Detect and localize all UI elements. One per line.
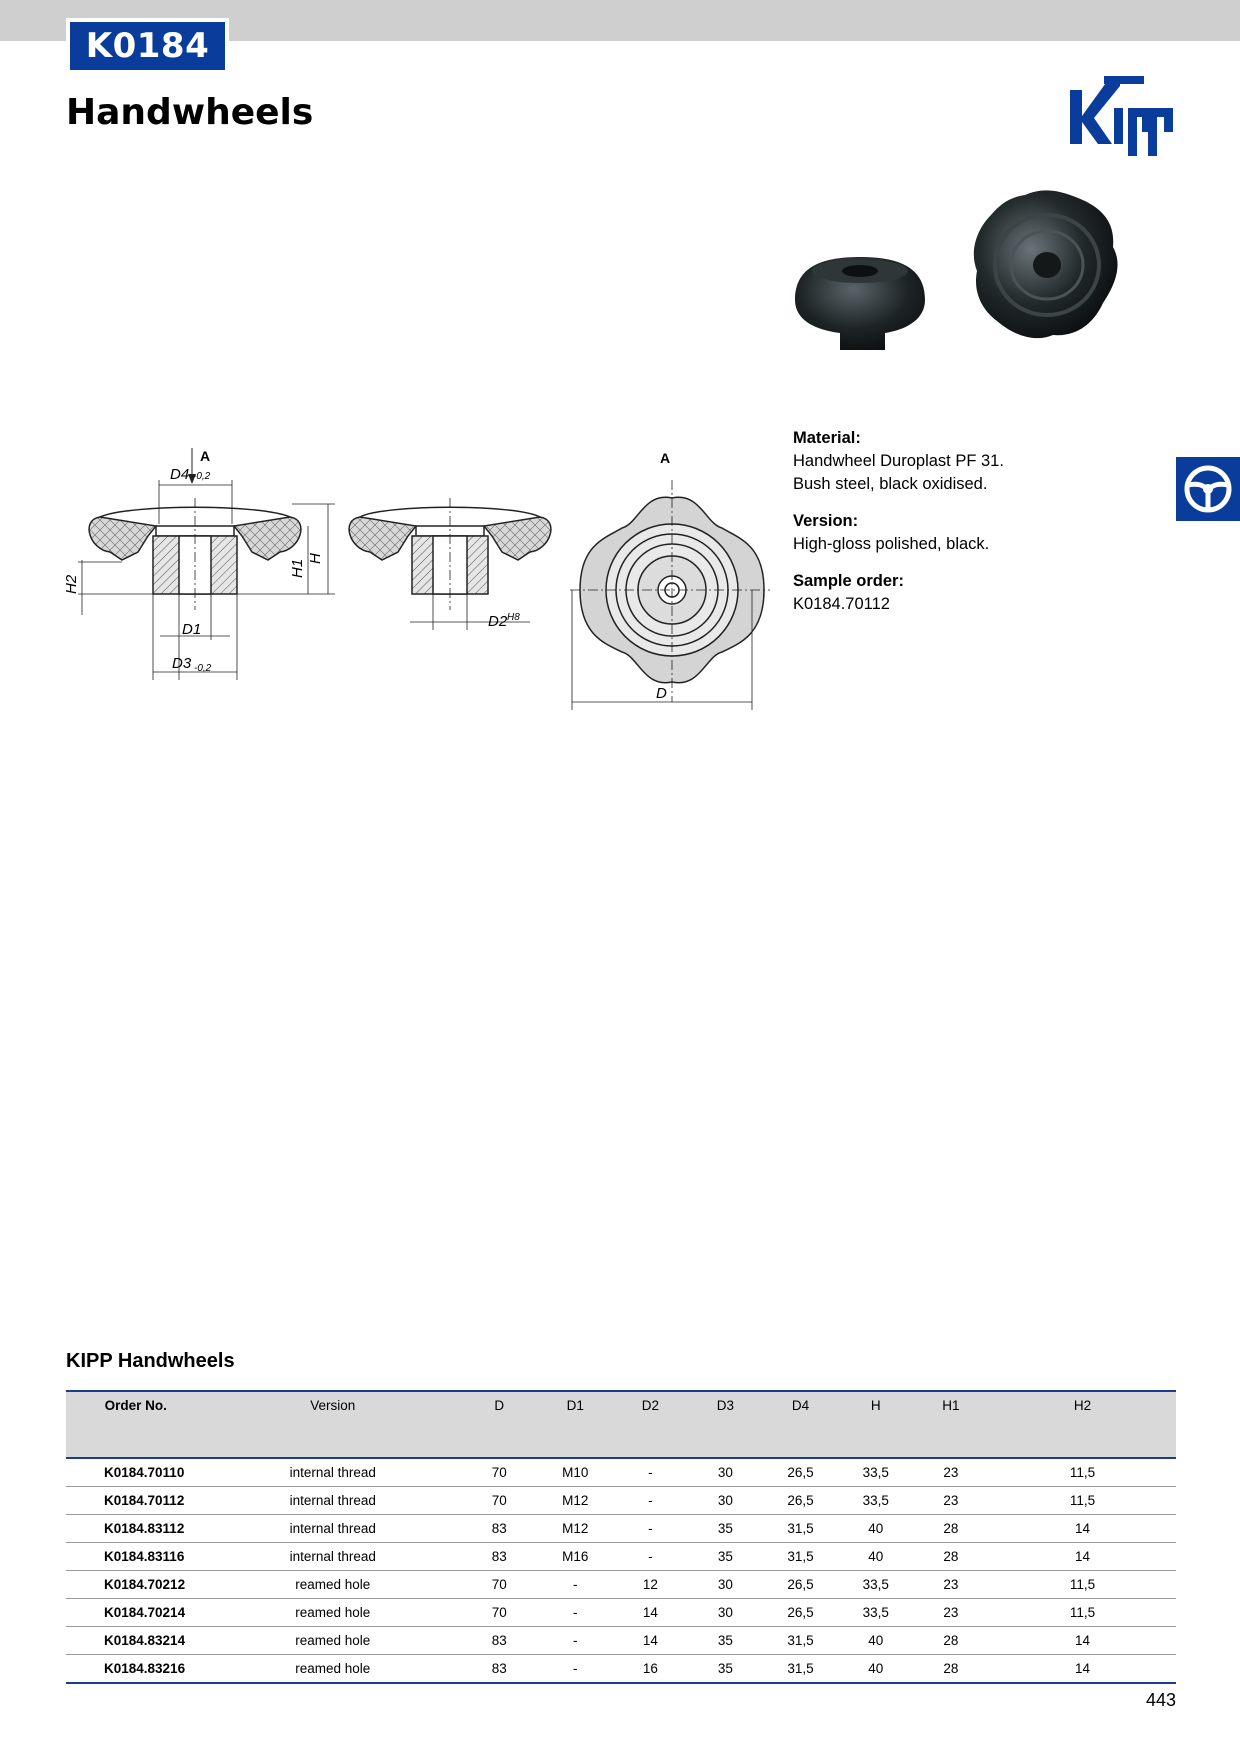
table-cell: 26,5	[762, 1571, 839, 1599]
table-cell: -	[538, 1655, 612, 1684]
table-cell: 30	[689, 1487, 763, 1515]
spec-version	[793, 510, 1093, 556]
product-code-badge	[66, 18, 229, 74]
table-cell: 23	[913, 1458, 990, 1487]
view-arrow-label: A	[200, 448, 211, 464]
table-cell: reamed hole	[205, 1655, 460, 1684]
kipp-logo	[1068, 76, 1180, 158]
label-d3: D3	[172, 655, 192, 672]
spec-version-line: High-gloss polished, black.	[793, 535, 990, 553]
table-cell: 40	[839, 1515, 913, 1543]
spec-sample-order	[793, 570, 1093, 616]
label-h2: H2	[63, 574, 80, 594]
table-cell: 83	[460, 1655, 538, 1684]
table-cell: 28	[913, 1515, 990, 1543]
order-number-cell: K0184.83214	[66, 1627, 205, 1655]
table-cell: 83	[460, 1543, 538, 1571]
table-cell: 31,5	[762, 1543, 839, 1571]
product-code: K0184	[70, 22, 225, 70]
table-cell: M12	[538, 1487, 612, 1515]
label-h: H	[307, 553, 324, 564]
table-row	[66, 1571, 1176, 1599]
table-header-row	[66, 1391, 1176, 1458]
table-cell: internal thread	[205, 1543, 460, 1571]
column-header: Version	[205, 1391, 460, 1458]
category-tab[interactable]	[1176, 457, 1240, 521]
spec-sample-order-title: Sample order:	[793, 572, 904, 590]
table-cell: internal thread	[205, 1458, 460, 1487]
table-cell: 70	[460, 1571, 538, 1599]
table-cell: 14	[989, 1515, 1176, 1543]
column-header: Order No.	[66, 1391, 205, 1458]
table-cell: 11,5	[989, 1599, 1176, 1627]
table-cell: 33,5	[839, 1571, 913, 1599]
table-cell: M12	[538, 1515, 612, 1543]
table-cell: 28	[913, 1627, 990, 1655]
table-cell: -	[612, 1515, 689, 1543]
table-cell: 11,5	[989, 1571, 1176, 1599]
table-cell: 35	[689, 1655, 763, 1684]
column-header: H1	[913, 1391, 990, 1458]
table-cell: 26,5	[762, 1458, 839, 1487]
table-row	[66, 1515, 1176, 1543]
column-header: D	[460, 1391, 538, 1458]
order-number-cell: K0184.83116	[66, 1543, 205, 1571]
table-cell: 35	[689, 1543, 763, 1571]
table-cell: 26,5	[762, 1487, 839, 1515]
table-cell: -	[538, 1599, 612, 1627]
table-cell: reamed hole	[205, 1571, 460, 1599]
section-view-reamed	[349, 498, 551, 630]
label-h1: H1	[289, 558, 306, 578]
specifications	[793, 427, 1093, 630]
table-cell: 28	[913, 1543, 990, 1571]
order-number-cell: K0184.70112	[66, 1487, 205, 1515]
table-cell: M16	[538, 1543, 612, 1571]
table-cell: 23	[913, 1571, 990, 1599]
table-cell: 14	[989, 1543, 1176, 1571]
table-cell: internal thread	[205, 1515, 460, 1543]
order-number-cell: K0184.83112	[66, 1515, 205, 1543]
table-cell: 70	[460, 1599, 538, 1627]
table-cell: 40	[839, 1655, 913, 1684]
label-d4: D4	[170, 466, 190, 483]
spec-material-line: Handwheel Duroplast PF 31.	[793, 452, 1004, 470]
spec-version-title: Version:	[793, 512, 859, 530]
steering-wheel-icon	[1176, 457, 1240, 521]
table-cell: 23	[913, 1599, 990, 1627]
label-d4-tol: -0,2	[193, 471, 211, 482]
spec-material-title: Material:	[793, 429, 861, 447]
handwheel-side-photo	[795, 257, 925, 350]
table-cell: 14	[989, 1655, 1176, 1684]
table-cell: 14	[612, 1599, 689, 1627]
table-cell: 23	[913, 1487, 990, 1515]
column-header: D1	[538, 1391, 612, 1458]
table-cell: M10	[538, 1458, 612, 1487]
table-title: KIPP Handwheels	[66, 1350, 235, 1372]
table-cell: -	[612, 1458, 689, 1487]
technical-drawing	[60, 440, 770, 730]
table-cell: 14	[612, 1627, 689, 1655]
table-cell: 31,5	[762, 1655, 839, 1684]
table-cell: 12	[612, 1571, 689, 1599]
table-cell: 40	[839, 1627, 913, 1655]
table-cell: 26,5	[762, 1599, 839, 1627]
table-cell: 30	[689, 1599, 763, 1627]
table-cell: 30	[689, 1571, 763, 1599]
table-cell: 33,5	[839, 1487, 913, 1515]
product-photo	[785, 185, 1135, 385]
label-d2: D2	[488, 613, 508, 630]
dimension-table	[66, 1390, 1176, 1684]
page-number: 443	[1146, 1690, 1177, 1710]
table-cell: 33,5	[839, 1458, 913, 1487]
table-row	[66, 1655, 1176, 1684]
page-title: Handwheels	[66, 92, 314, 133]
order-number-cell: K0184.70110	[66, 1458, 205, 1487]
table-cell: -	[538, 1627, 612, 1655]
table-cell: 35	[689, 1627, 763, 1655]
column-header: D2	[612, 1391, 689, 1458]
label-d2-tol: H8	[507, 612, 520, 623]
order-number-cell: K0184.83216	[66, 1655, 205, 1684]
top-view-a	[570, 480, 770, 710]
label-d: D	[656, 685, 667, 702]
column-header: D3	[689, 1391, 763, 1458]
spec-sample-order-line: K0184.70112	[793, 595, 890, 613]
handwheel-front-photo	[974, 190, 1118, 338]
table-cell: reamed hole	[205, 1627, 460, 1655]
table-cell: 31,5	[762, 1627, 839, 1655]
table-row	[66, 1627, 1176, 1655]
table-cell: internal thread	[205, 1487, 460, 1515]
column-header: H	[839, 1391, 913, 1458]
table-cell: 83	[460, 1627, 538, 1655]
table-cell: -	[612, 1543, 689, 1571]
table-cell: 70	[460, 1458, 538, 1487]
table-row	[66, 1487, 1176, 1515]
table-cell: -	[538, 1571, 612, 1599]
label-d1: D1	[182, 621, 202, 638]
table-cell: 11,5	[989, 1487, 1176, 1515]
table-cell: -	[612, 1487, 689, 1515]
column-header: D4	[762, 1391, 839, 1458]
table-cell: 40	[839, 1543, 913, 1571]
table-cell: 35	[689, 1515, 763, 1543]
table-cell: 28	[913, 1655, 990, 1684]
table-cell: 30	[689, 1458, 763, 1487]
order-number-cell: K0184.70212	[66, 1571, 205, 1599]
table-cell: 83	[460, 1515, 538, 1543]
table-cell: 70	[460, 1487, 538, 1515]
column-header: H2	[989, 1391, 1176, 1458]
spec-material-line: Bush steel, black oxidised.	[793, 475, 988, 493]
table-cell: 14	[989, 1627, 1176, 1655]
table-cell: 33,5	[839, 1599, 913, 1627]
label-d3-tol: -0,2	[194, 663, 212, 674]
table-row	[66, 1543, 1176, 1571]
table-cell: reamed hole	[205, 1599, 460, 1627]
table-row	[66, 1599, 1176, 1627]
table-cell: 11,5	[989, 1458, 1176, 1487]
order-number-cell: K0184.70214	[66, 1599, 205, 1627]
spec-material	[793, 427, 1093, 496]
table-cell: 31,5	[762, 1515, 839, 1543]
table-row	[66, 1458, 1176, 1487]
top-view-label: A	[660, 450, 671, 466]
table-cell: 16	[612, 1655, 689, 1684]
